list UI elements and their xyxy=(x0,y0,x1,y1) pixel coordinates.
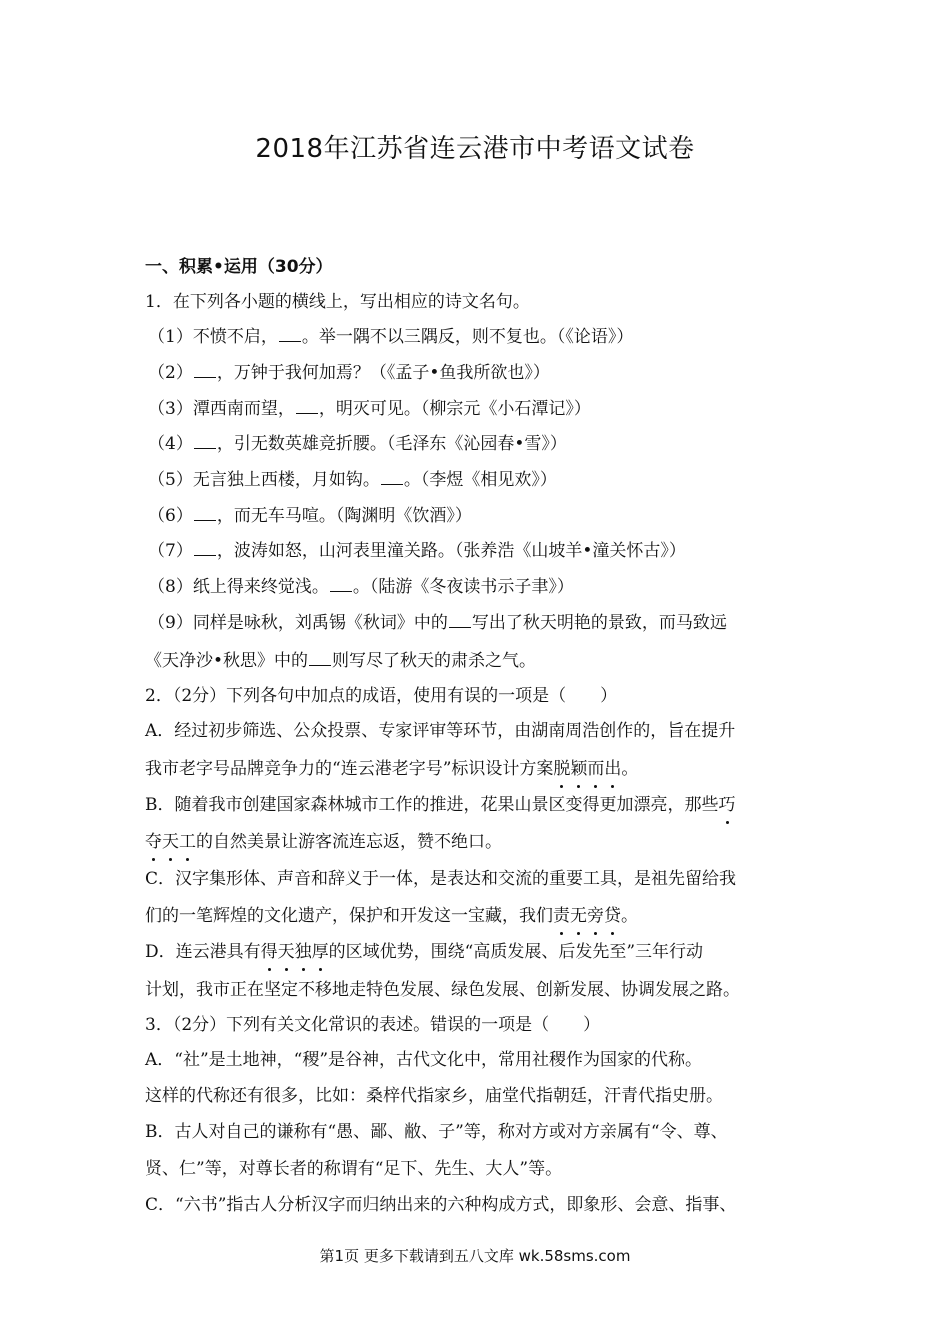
q2-option-d-line2: 计划，我市正在坚定不移地走特色发展、绿色发展、创新发展、协调发展之路。 xyxy=(145,980,740,1000)
q3-option-b-line2: 贤、仁”等，对尊长者的称谓有“足下、先生、大人”等。 xyxy=(145,1159,563,1179)
q2-option-a-line1: A．经过初步筛选、公众投票、专家评审等环节，由湖南周浩创作的，旨在提升 xyxy=(145,721,736,741)
q2-option-b-line1: B．随着我市创建国家森林城市工作的推进，花果山景区变得更加漂亮，那些巧 xyxy=(145,792,815,818)
q3-option-c-line1: C．“六书”指古人分析汉字而归纳出来的六种构成方式，即象形、会意、指事、 xyxy=(145,1195,737,1215)
q2-option-c-line1: C．汉字集形体、声音和辞义于一体，是表达和交流的重要工具，是祖先留给我 xyxy=(145,869,737,889)
q3-option-a-line1: A．“社”是土地神，“稷”是谷神，古代文化中，常用社稷作为国家的代称。 xyxy=(145,1050,703,1070)
q1-item-4: （4） ，引无数英雄竞折腰。（毛泽东《沁园春•雪》） xyxy=(148,434,567,454)
section-heading: 一、积累•运用（30分） xyxy=(145,257,333,277)
answer-blank xyxy=(296,397,318,414)
q2-stem: 2．（2分）下列各句中加点的成语，使用有误的一项是（ ） xyxy=(145,686,618,706)
answer-blank xyxy=(194,504,216,521)
q1-item-8: （8）纸上得来终觉浅。 。（陆游《冬夜读书示子聿》） xyxy=(148,577,574,597)
q1-item-9-line2: 《天净沙•秋思》中的 则写尽了秋天的肃杀之气。 xyxy=(145,651,537,671)
answer-blank xyxy=(194,432,216,449)
q3-option-b-line1: B．古人对自己的谦称有“愚、鄙、敝、子”等，称对方或对方亲属有“令、尊、 xyxy=(145,1122,728,1142)
q1-item-9-line1: （9）同样是咏秋，刘禹锡《秋词》中的 写出了秋天明艳的景致，而马致远 xyxy=(148,613,727,633)
q2-option-d-line1: D．连云港具有得天独厚的区域优势，围绕“高质发展、后发先至”三年行动 xyxy=(145,939,815,965)
q1-item-1: （1）不愤不启， 。举一隅不以三隅反，则不复也。（《论语》） xyxy=(148,327,634,347)
answer-blank xyxy=(194,361,216,378)
q3-option-a-line2: 这样的代称还有很多，比如：桑梓代指家乡，庙堂代指朝廷，汗青代指史册。 xyxy=(145,1086,723,1106)
q2-option-c-line2: 们的一笔辉煌的文化遗产，保护和开发这一宝藏，我们责无旁贷。 xyxy=(145,903,815,929)
q1-item-7: （7） ，波涛如怒，山河表里潼关路。（张养浩《山坡羊•潼关怀古》） xyxy=(148,541,686,561)
q1-item-3: （3）潭西南而望， ，明灭可见。（柳宗元《小石潭记》） xyxy=(148,399,591,419)
page-title: 2018年江苏省连云港市中考语文试卷 xyxy=(255,134,695,164)
answer-blank xyxy=(279,325,301,342)
q3-stem: 3．（2分）下列有关文化常识的表述。错误的一项是（ ） xyxy=(145,1015,601,1035)
answer-blank xyxy=(381,468,403,485)
q1-stem: 1．在下列各小题的横线上，写出相应的诗文名句。 xyxy=(145,292,530,312)
answer-blank xyxy=(309,649,331,666)
answer-blank xyxy=(330,575,352,592)
q2-option-a-line2: 我市老字号品牌竞争力的“连云港老字号”标识设计方案脱颖而出。 xyxy=(145,756,815,782)
q1-item-6: （6） ，而无车马喧。（陶渊明《饮酒》） xyxy=(148,506,472,526)
q1-item-5: （5）无言独上西楼，月如钩。 。（李煜《相见欢》） xyxy=(148,470,557,490)
page-footer: 第1页 更多下载请到五八文库 wk.58sms.com xyxy=(319,1247,631,1265)
answer-blank xyxy=(194,539,216,556)
q2-option-b-line2: 夺天工的自然美景让游客流连忘返，赞不绝口。 xyxy=(145,829,815,855)
answer-blank xyxy=(449,611,471,628)
q1-item-2: （2） ，万钟于我何加焉？（《孟子•鱼我所欲也》） xyxy=(148,363,550,383)
